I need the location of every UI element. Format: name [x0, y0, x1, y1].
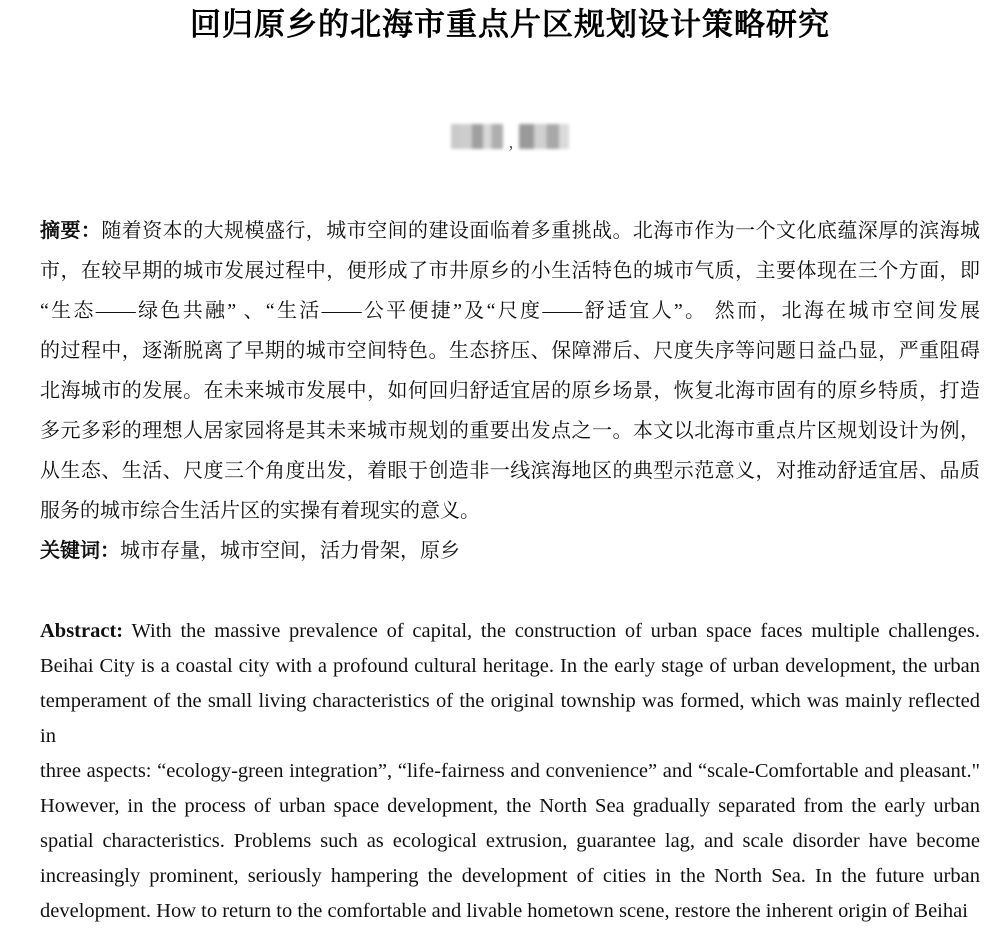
en-abstract-line: increasingly prominent, seriously hampering the development of cities in the North Sea. In the future urban	[40, 865, 980, 887]
cn-abstract-line: 从生态、生活、尺度三个角度出发，着眼于创造非一线滨海地区的典型示范意义，对推动舒适宜居、品质	[40, 460, 980, 482]
en-abstract-line: temperament of the small living characteristics of the original township was formed, which was mainly reflected in	[40, 690, 980, 747]
redacted-author-block-1	[451, 124, 503, 149]
cn-abstract-line: 多元多彩的理想人居家园将是其未来城市规划的重要出发点之一。本文以北海市重点片区规划设计为例，	[40, 420, 980, 442]
en-abstract-label: Abstract:	[40, 620, 124, 642]
cn-abstract-label: 摘要：	[40, 220, 102, 242]
en-abstract-line	[40, 614, 980, 649]
en-abstract-line: development. How to return to the comfortable and livable hometown scene, restore the inherent origin of Beihai	[40, 900, 968, 922]
en-abstract-text	[123, 620, 131, 642]
keywords-line	[40, 531, 980, 571]
english-abstract-section	[40, 614, 980, 929]
keywords-text: 城市存量，城市空间，活力骨架，原乡	[120, 540, 460, 562]
en-abstract-line: three aspects: “ecology-green integration”, “life-fairness and convenience” and “scale-Comfortable and pleasant."	[40, 760, 980, 782]
cn-abstract-text: 随着资本的大规模盛行，城市空间的建设面临着多重挑战。北海市作为一个文化底蕴深厚的滨海城	[101, 220, 981, 242]
author-separator: ,	[508, 132, 514, 152]
en-abstract-text: With the massive prevalence of capital, the construction of urban space faces multiple challenges.	[131, 620, 980, 642]
redacted-author-block-2	[519, 124, 569, 149]
paper-title: 回归原乡的北海市重点片区规划设计策略研究	[190, 7, 830, 42]
en-abstract-line: However, in the process of urban space development, the North Sea gradually separated from the early urban	[40, 795, 980, 817]
en-abstract-line: spatial characteristics. Problems such as ecological extrusion, guarantee lag, and scale disorder have become	[40, 830, 980, 852]
authors-row	[40, 117, 980, 152]
cn-abstract-line	[40, 211, 980, 251]
chinese-abstract-section	[40, 211, 980, 571]
cn-abstract-line: 的过程中，逐渐脱离了早期的城市空间特色。生态挤压、保障滞后、尺度失序等问题日益凸显，严重阻碍	[40, 340, 980, 362]
keywords-label: 关键词：	[40, 540, 120, 562]
cn-abstract-line: 北海城市的发展。在未来城市发展中，如何回归舒适宜居的原乡场景，恢复北海市固有的原乡特质，打造	[40, 380, 980, 402]
en-abstract-line: Beihai City is a coastal city with a profound cultural heritage. In the early stage of urban development, the urban	[40, 655, 980, 677]
cn-abstract-line: 服务的城市综合生活片区的实操有着现实的意义。	[40, 500, 480, 522]
cn-abstract-line: 市，在较早期的城市发展过程中，便形成了市井原乡的小生活特色的城市气质，主要体现在三个方面，即	[40, 260, 980, 282]
cn-abstract-line: “生态——绿色共融” 、“生活——公平便捷”及“尺度——舒适宜人”。 然而，北海在城市空间发展	[40, 300, 980, 322]
